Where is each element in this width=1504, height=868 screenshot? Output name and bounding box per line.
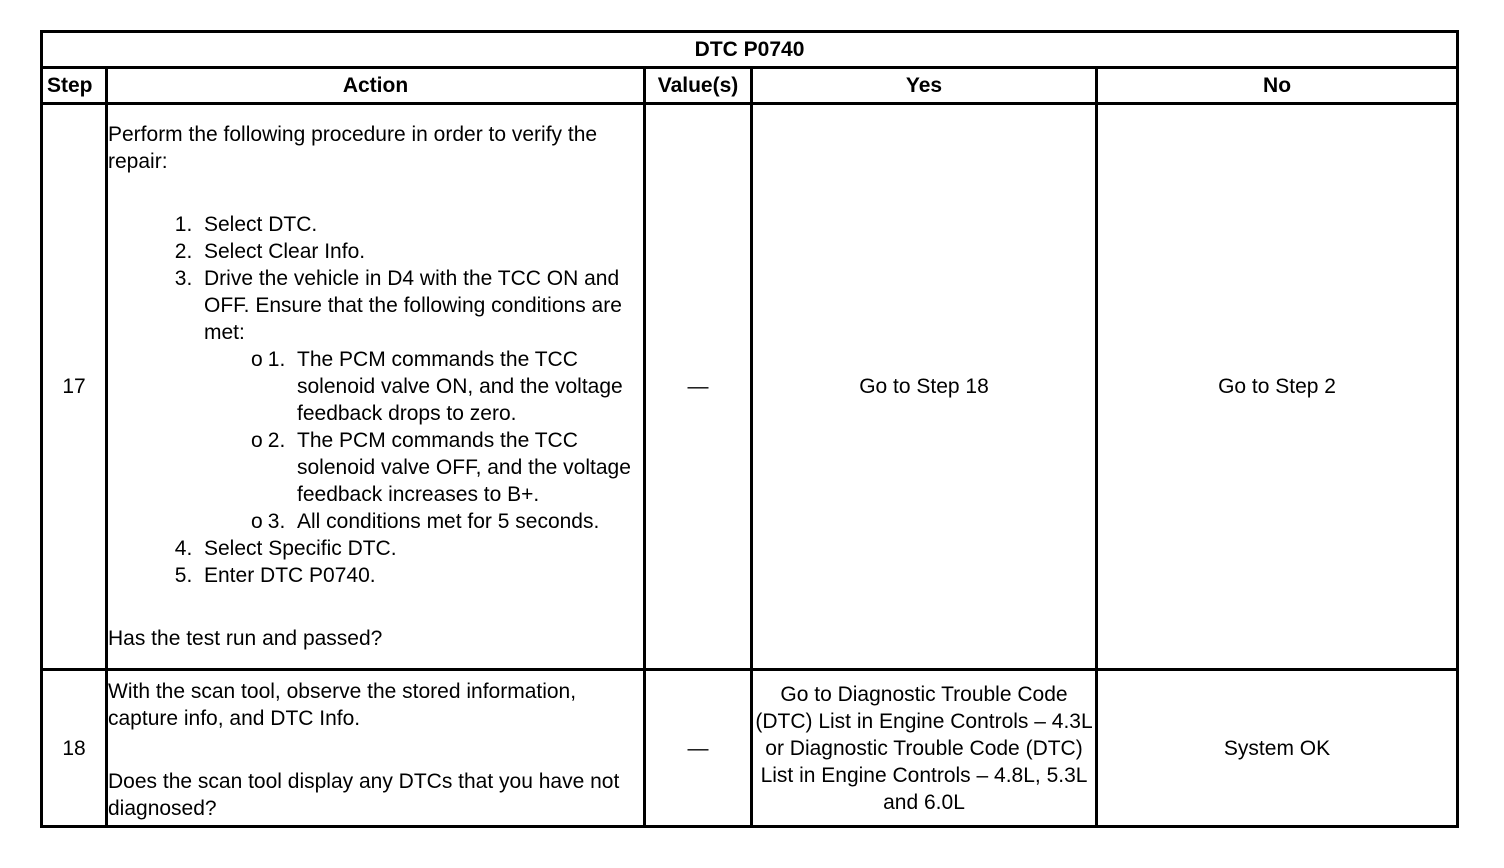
bullet-icon: o [251, 348, 263, 371]
header-action: Action [107, 68, 645, 104]
action-cell [107, 670, 645, 827]
value-cell: — [645, 670, 752, 827]
table-title: DTC P0740 [42, 32, 1458, 68]
header-row [42, 68, 1458, 104]
header-step: Step [42, 68, 107, 104]
procedure-step: 2. Select Clear Info. [204, 238, 643, 265]
table-row-step-18 [42, 670, 1458, 827]
procedure-list [108, 211, 643, 589]
yes-cell: Go to Diagnostic Trouble Code (DTC) List in Engine Controls – 4.3L or Diagnostic Trouble Code (DTC) List in Engine Controls – 4.8L, 5.3L and 6.0L [752, 670, 1097, 827]
condition-item: o All conditions met for 5 seconds. [251, 510, 600, 533]
header-values: Value(s) [645, 68, 752, 104]
step-number: 18 [42, 670, 107, 827]
dtc-document [40, 30, 1456, 828]
procedure-step: 1. Select DTC. [204, 211, 643, 238]
header-no: No [1097, 68, 1458, 104]
value-cell: — [645, 104, 752, 670]
table-row-step-17 [42, 104, 1458, 670]
procedure-step: 4. Select Specific DTC. [204, 535, 643, 562]
action-cell [107, 104, 645, 670]
action-text: With the scan tool, observe the stored information, capture info, and DTC Info. [108, 680, 577, 730]
action-question: Has the test run and passed? [108, 627, 383, 650]
table-title-row [42, 32, 1458, 68]
bullet-icon: o [251, 429, 263, 452]
bullet-icon: o [251, 510, 263, 533]
condition-item: o The PCM commands the TCC solenoid valve ON, and the voltage feedback drops to zero. [251, 348, 623, 425]
procedure-step: 3. Drive the vehicle in D4 with the TCC ON and OFF. Ensure that the following conditions are met: o The PCM commands the TCC solenoid valve ON, and the voltage feedback drops to zero. o The PCM commands the TCC solenoid valve OFF, and the voltage feedback increases to B+. o All conditions met for 5 seconds. [204, 265, 643, 535]
procedure-step: 5. Enter DTC P0740. [204, 562, 643, 589]
header-yes: Yes [752, 68, 1097, 104]
yes-cell: Go to Step 18 [752, 104, 1097, 670]
dtc-table [40, 30, 1459, 828]
step-number: 17 [42, 104, 107, 670]
action-intro: Perform the following procedure in order to verify the repair: [108, 123, 598, 173]
action-question: Does the scan tool display any DTCs that you have not diagnosed? [108, 770, 620, 820]
condition-item: o The PCM commands the TCC solenoid valve OFF, and the voltage feedback increases to B+. [251, 429, 631, 506]
conditions-list [204, 346, 643, 535]
no-cell: System OK [1097, 670, 1458, 827]
no-cell: Go to Step 2 [1097, 104, 1458, 670]
